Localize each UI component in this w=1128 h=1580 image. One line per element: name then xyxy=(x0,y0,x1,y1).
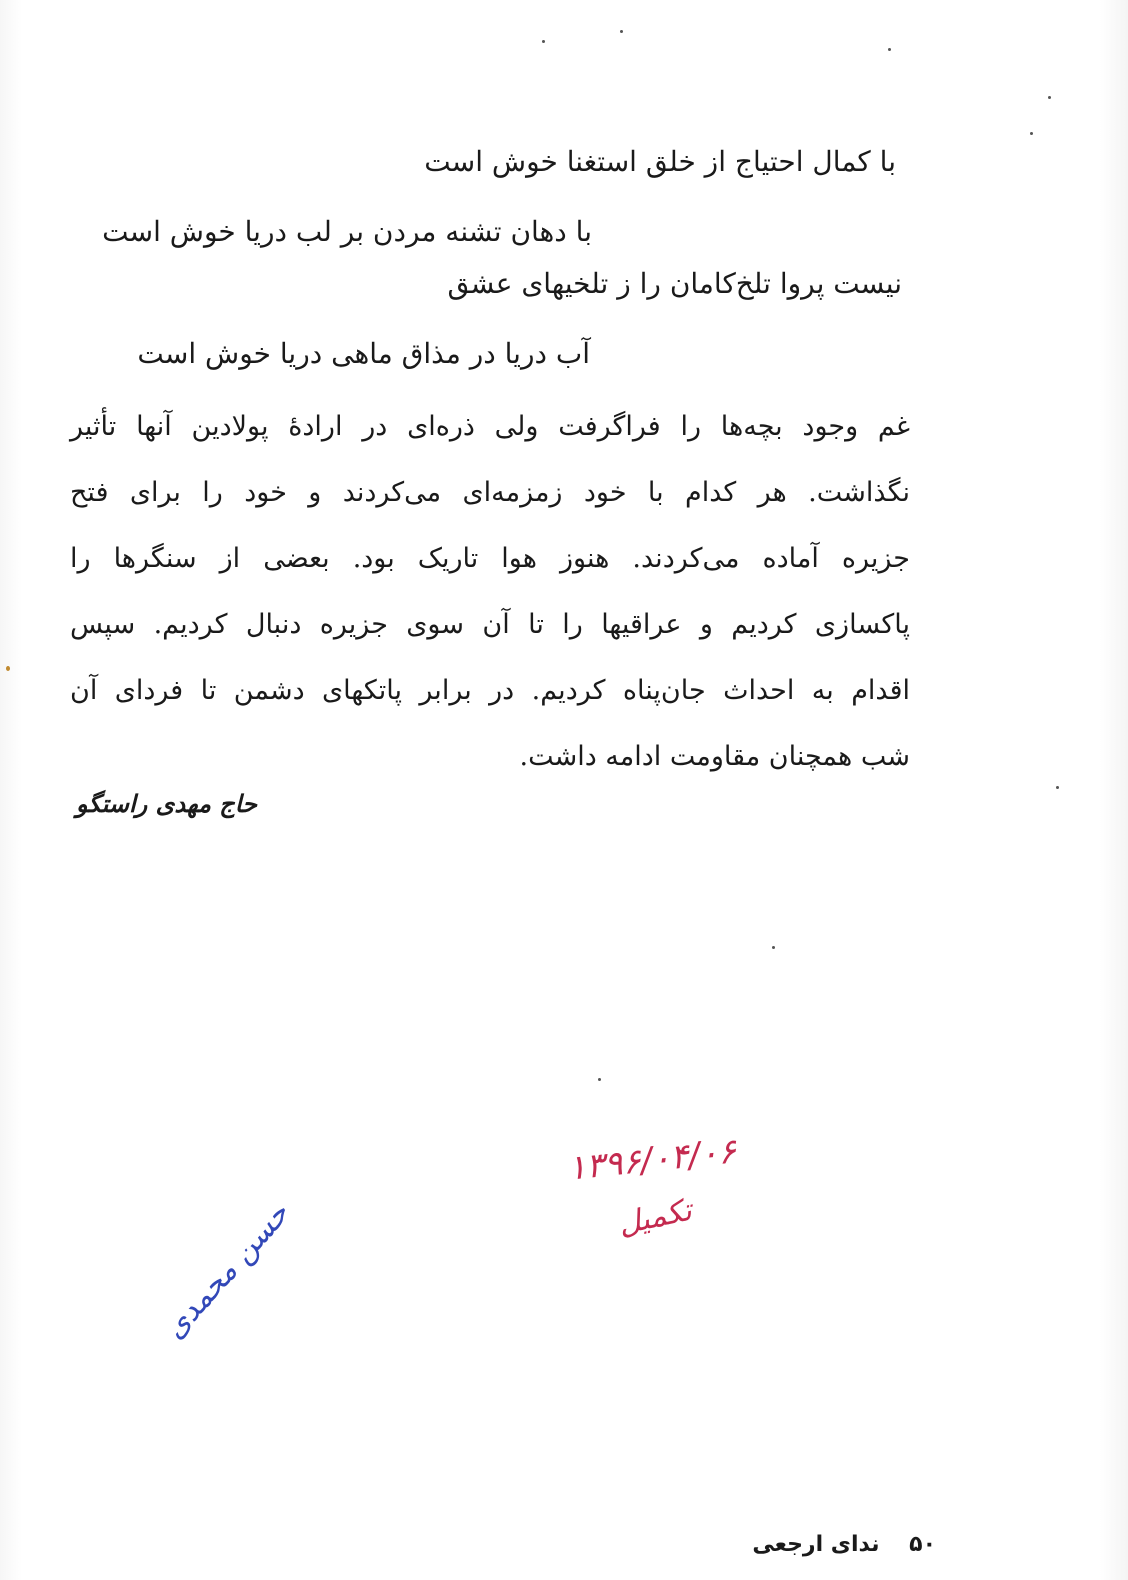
prose-line: غم وجود بچه‌ها را فراگرفت ولی ذره‌ای در ارادهٔ پولادین آنها تأثیر xyxy=(70,411,910,442)
page-footer xyxy=(726,1532,936,1557)
paper-speck xyxy=(1030,132,1033,135)
paper-speck xyxy=(888,48,891,51)
handwritten-date: ۱۳۹۶/۰۴/۰۶ xyxy=(565,1131,739,1189)
paper-speck xyxy=(620,30,623,33)
prose-line: اقدام به احداث جان‌پناه کردیم. در برابر پاتکهای دشمن تا فردای آن xyxy=(70,675,910,706)
handwritten-note: تکمیل xyxy=(615,1192,695,1243)
prose-line: پاکسازی کردیم و عراقیها را تا آن سوی جزیره دنبال کردیم. سپس xyxy=(70,609,910,640)
poem-line-1: با کمال احتیاج از خلق استغنا خوش است xyxy=(424,145,896,178)
prose-line: شب همچنان مقاومت ادامه داشت. xyxy=(519,741,910,772)
paper-speck xyxy=(542,40,545,43)
poem-line-3: نیست پروا تلخ‌کامان را ز تلخیهای عشق xyxy=(447,267,902,300)
paper-speck xyxy=(772,946,775,949)
prose-paragraph xyxy=(70,394,910,790)
paper-speck xyxy=(598,1078,601,1081)
prose-line: جزیره آماده می‌کردند. هنوز هوا تاریک بود. بعضی از سنگرها را xyxy=(70,543,910,574)
paper-speck xyxy=(1048,96,1051,99)
page-number: ۵۰ xyxy=(909,1532,936,1557)
book-title: ندای ارجعی xyxy=(752,1532,880,1557)
author-name: حاج مهدی راستگو xyxy=(76,790,257,818)
paper-speck xyxy=(1056,786,1059,789)
handwritten-name: حسن محمدی xyxy=(156,1196,297,1346)
prose-line: نگذاشت. هر کدام با خود زمزمه‌ای می‌کردند و خود را برای فتح xyxy=(70,477,910,508)
poem-line-4: آب دریا در مذاق ماهی دریا خوش است xyxy=(137,337,590,370)
poem-line-2: با دهان تشنه مردن بر لب دریا خوش است xyxy=(102,215,592,248)
paper-speck xyxy=(6,666,10,671)
